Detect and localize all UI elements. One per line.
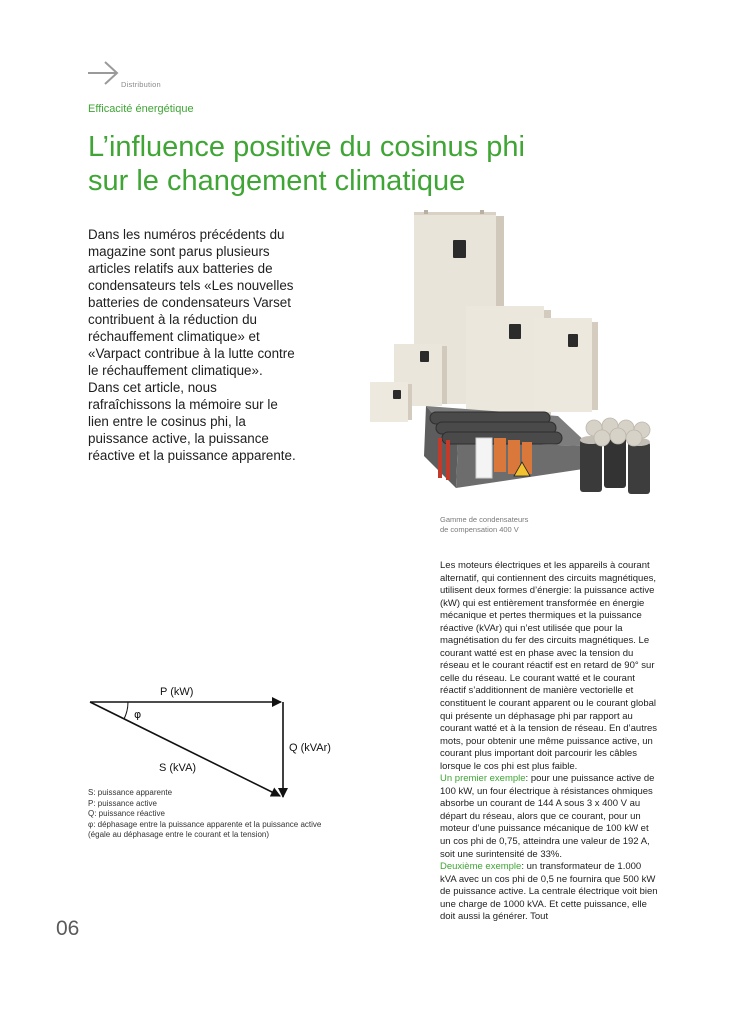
legend-q: Q: puissance réactive (88, 809, 165, 818)
body-example-1 (440, 773, 658, 861)
label-phi: φ (134, 708, 142, 721)
photo-caption-line-2: de compensation 400 V (440, 525, 519, 534)
intro-text (88, 226, 298, 464)
intro-paragraph-2: Dans cet article, nous rafraîchissons la mémoire sur le lien entre le cosinus phi, la puissance active, la puissance réactive et la puissance apparente. (88, 380, 296, 463)
legend-p: P: puissance active (88, 798, 157, 808)
legend-phi-note: (égale au déphasage entre le courant et la tension) (88, 830, 270, 839)
power-triangle-diagram (88, 680, 348, 805)
title-line-1: L’influence positive du cosinus phi (88, 131, 525, 163)
capacitor-range-photo (328, 206, 658, 516)
kicker: Efficacité énergétique (88, 103, 194, 115)
diagram-legend (88, 788, 378, 841)
photo-caption-line-1: Gamme de condensateurs (440, 515, 529, 524)
body-text (440, 560, 658, 924)
body-example-2 (440, 861, 658, 924)
label-q: Q (kVAr) (289, 742, 331, 754)
legend-s: S: puissance apparente (88, 788, 173, 797)
section-label: Distribution (121, 80, 161, 89)
photo-caption (440, 515, 580, 535)
phi-arc (124, 702, 128, 719)
example-2-text: : un transformateur de 1.000 kVA avec un cos phi de 0,5 ne fournira que 500 kW de puissance active. La centrale électrique voit bien une charge de 1000 kVA. Et cette puissance, elle doit aussi la générer. Tout (440, 861, 658, 923)
title-line-2: sur le changement climatique (88, 165, 466, 197)
section-arrow-icon (88, 60, 120, 91)
example-2-label: Deuxième exemple (440, 861, 522, 873)
example-1-text: : pour une puissance active de 100 kW, un four électrique à résistances ohmiques absorbe un courant de 144 A sous 3 x 400 V au départ du réseau, alors que ce courant, pour un moteur d’une puissance mécanique de 100 kW et un cos phi de 0,75, atteindra une valeur de 192 A, soit une surintensité de 33%. (440, 773, 655, 860)
intro-paragraph-1: Dans les numéros précédents du magazine sont parus plusieurs articles relatifs aux batteries de condensateurs tels «Les nouvelles batteries de condensateurs Varset contribuent à la réduction du réchauffement climatique» et «Varpact contribue à la lutte contre le réchauffement climatique». (88, 227, 295, 378)
page-title (88, 130, 648, 198)
page-number: 06 (56, 917, 80, 940)
label-s: S (kVA) (159, 762, 197, 774)
example-1-label: Un premier exemple (440, 773, 526, 785)
label-p: P (kW) (160, 686, 194, 698)
vector-s (90, 702, 280, 796)
body-paragraph-1: Les moteurs électriques et les appareils à courant alternatif, qui contiennent des circuits magnétiques, utilisent deux formes d’énergie: la puissance active (kW) qui est entièrement transformée en énergie mécanique et pertes thermiques et la puissance réactive (kVAr) qui n’est utilisée que pour la magnétisation du fer des circuits magnétiques. Le courant watté est en phase avec la tension du réseau et le courant réactif est en retard de 90° sur celle du réseau. Le courant watté et le courant réactif s’additionnent de manière vectorielle et constituent le courant apparent ou le courant global qui présente un déphasage phi par rapport au courant watté et à la tension de réseau. En d’autres mots, pour obtenir une même puissance active, un courant plus important doit parcourir les câbles lorsque le cos phi est plus faible. (440, 560, 658, 772)
legend-phi: φ: déphasage entre la puissance apparente et la puissance active (88, 819, 322, 829)
